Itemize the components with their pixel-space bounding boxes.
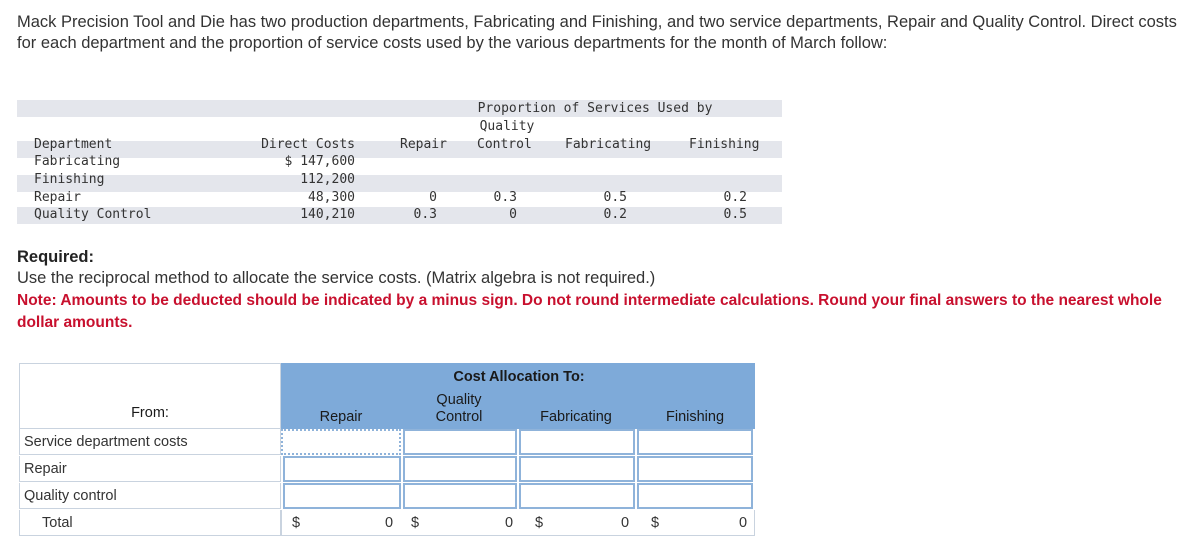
input-service-repair[interactable] [281,429,401,455]
total-repair-currency: $ [292,515,301,531]
from-label: From: [131,405,169,421]
total-fabricating-currency: $ [535,515,544,531]
total-repair-value: 0 [385,515,394,531]
row-label-service-department-costs: Service department costs [19,429,281,455]
table-row: Repair [34,190,81,205]
header-finishing: Finishing [689,137,760,152]
proportion-value: 0 [509,207,517,222]
input-qc-fabricating[interactable] [519,483,635,509]
direct-cost-value: 112,200 [300,172,355,187]
input-repair-quality-control[interactable] [403,456,517,482]
instruction-note: Note: Amounts to be deducted should be indicated by a minus sign. Do not round intermediate calculations. Round your final answers to the nearest whole dollar amounts. [17,292,1162,331]
input-qc-repair[interactable] [283,483,401,509]
direct-cost-value: $ 147,600 [284,154,355,169]
col-fabricating: Fabricating [540,409,612,425]
input-repair-fabricating[interactable] [519,456,635,482]
problem-intro: Mack Precision Tool and Die has two production departments, Fabricating and Finishing, and two service departments, Repair and Quality Control. Direct costs for each department and the proportion of service costs used by the various departments for the month of March follow: [17,13,1177,52]
proportion-value: 0.5 [723,207,747,222]
header-direct-costs: Direct Costs [261,137,355,152]
proportion-value: 0 [429,190,437,205]
header-fabricating: Fabricating [565,137,652,152]
input-service-fabricating[interactable] [519,429,635,455]
direct-cost-value: 140,210 [300,207,355,222]
input-service-finishing[interactable] [637,429,753,455]
header-repair: Repair [400,137,447,152]
direct-cost-value: 48,300 [308,190,355,205]
proportion-value: 0.2 [603,207,627,222]
total-fabricating-value: 0 [621,515,630,531]
input-qc-quality-control[interactable] [403,483,517,509]
input-repair-repair[interactable] [283,456,401,482]
col-repair: Repair [319,409,363,425]
col-quality-line1: Quality [436,392,482,408]
header-quality-line2: Control [477,137,532,152]
proportion-value: 0.3 [413,207,437,222]
row-label-total: Total [19,510,281,536]
required-text: Use the reciprocal method to allocate the service costs. (Matrix algebra is not required.) [17,269,656,287]
input-repair-finishing[interactable] [637,456,753,482]
department-data-table [17,100,782,224]
row-label-repair: Repair [19,456,281,482]
row-label-quality-control: Quality control [19,483,281,509]
col-quality-line2: Control [435,409,483,425]
total-qc-value: 0 [505,515,514,531]
required-heading: Required: [17,248,95,266]
table-row: Fabricating [34,154,121,169]
total-finishing-value: 0 [739,515,748,531]
totals-row [281,510,755,536]
input-qc-finishing[interactable] [637,483,753,509]
input-service-quality-control[interactable] [403,429,517,455]
total-finishing-currency: $ [651,515,660,531]
header-quality-line1: Quality [479,119,535,134]
table-row: Finishing [34,172,105,187]
cost-allocation-header: Cost Allocation To: [453,369,585,385]
col-finishing: Finishing [665,409,725,425]
proportion-value: 0.3 [493,190,517,205]
proportion-value: 0.2 [723,190,747,205]
header-department: Department [34,137,113,152]
super-header-proportion: Proportion of Services Used by [477,101,713,116]
total-qc-currency: $ [411,515,420,531]
table-row: Quality Control [34,207,152,222]
cost-allocation-answer-grid [19,363,755,541]
proportion-value: 0.5 [603,190,627,205]
